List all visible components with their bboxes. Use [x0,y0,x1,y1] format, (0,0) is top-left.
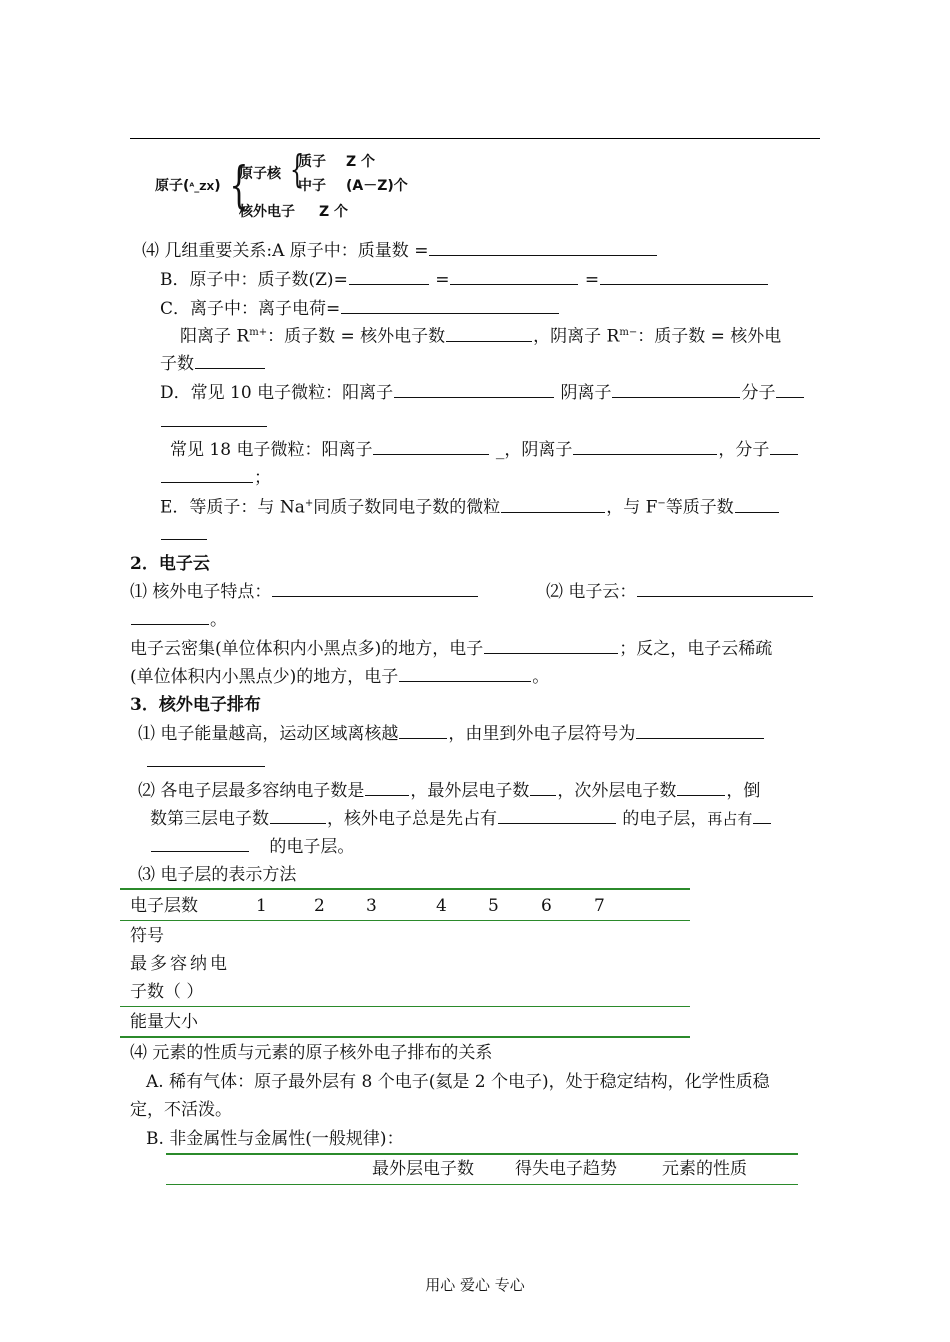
relation-a: ⑷ 几组重要关系:A 原子中：质量数 = [142,243,658,260]
relation-d18-2: ； [160,470,271,487]
table-header-4: 4 [436,896,447,916]
relation-d10-2 [160,414,268,431]
proton-label: 质子 [298,154,326,170]
electron-cloud-def-2: 。 [130,612,227,629]
neutron-count: (A－Z)个 [346,178,408,194]
cloud-dense: 电子云密集(单位体积内小黑点多)的地方，电子 ；反之，电子云稀疏 [130,639,773,659]
section-2-title: 2．电子云 [130,554,210,574]
shell-energy-2 [146,754,266,771]
table-bottom-rule [120,1036,690,1038]
header-rule [130,138,820,139]
nucleus-label: 原子核 [239,166,281,182]
table2-header-property: 元素的性质 [662,1159,747,1179]
relation-e: E．等质子：与 Na+同质子数同电子数的微粒 ，与 F−等质子数 [160,499,780,517]
table-row-max-2: 子数（ ） [130,982,204,1002]
table-row-symbol: 符号 [130,926,164,946]
neutron-label: 中子 [298,178,326,194]
shell-capacity-2: 数第三层电子数 ，核外电子总是先占有 的电子层，再占有 [150,811,772,828]
table-row-energy: 能量大小 [130,1012,198,1032]
table-top-rule [120,888,690,890]
relation-ions: 阳离子 $R^{m+}$：质子数 = 核外电子数 ，阴离子 $R^{m-}$：质子数 = 核外电 [180,326,782,347]
table-row-max: 最多容纳电 [130,954,230,974]
inner-brace-icon: { [289,147,305,191]
relation-d10: D．常见 10 电子微粒：阳离子 阴离子 分子 [160,385,805,402]
atom-label: 原子(ᴬ_ZX) [155,178,221,194]
relation-d18: 常见 18 电子微粒：阳离子 _，阴离子 ，分子 [170,442,799,459]
table2-header-outer-electrons: 最外层电子数 [372,1159,474,1179]
table2-top-rule [166,1153,798,1155]
table2-header-rule [166,1184,798,1185]
outer-brace-icon: { [229,156,249,214]
section-3-title: 3．核外电子排布 [130,695,261,715]
relation-c: C．离子中：离子电荷= [160,301,560,318]
table-header-2: 2 [314,896,325,916]
proton-count: Z 个 [346,154,376,170]
noble-gas-1: A. 稀有气体：原子最外层有 8 个电子(氦是 2 个电子)，处于稳定结构，化学性质稳 [146,1072,770,1092]
relation-b: B．原子中：质子数(Z)= = = [160,272,769,289]
table-header-rule [120,920,690,921]
table-header-1: 1 [256,896,267,916]
relation-e-2 [160,527,208,544]
electron-cloud-def: ⑵ 电子云： [546,584,814,601]
relation-ions-2: 子数 [160,356,266,373]
table-header-label: 电子层数 [130,896,198,916]
noble-gas-2: 定，不活泼。 [130,1100,232,1120]
table-header-7: 7 [594,896,605,916]
electron-count: Z 个 [319,204,349,220]
table-header-6: 6 [541,896,552,916]
electron-label: 核外电子 [239,204,295,220]
shell-notation-title: ⑶ 电子层的表示方法 [138,865,297,885]
table-header-5: 5 [488,896,499,916]
property-title: ⑷ 元素的性质与元素的原子核外电子排布的关系 [130,1043,493,1063]
shell-capacity: ⑵ 各电子层最多容纳电子数是 ，最外层电子数 ，次外层电子数 ，倒 [138,781,761,801]
table-header-3: 3 [366,896,377,916]
page-footer: 用心 爱心 专心 [425,1276,525,1294]
table-row-rule [120,1006,690,1007]
table2-header-tendency: 得失电子趋势 [515,1159,617,1179]
shell-capacity-3: 的电子层。 [150,839,354,856]
shell-energy: ⑴ 电子能量越高，运动区域离核越 ，由里到外电子层符号为 [138,726,765,743]
metal-nonmetal-title: B. 非金属性与金属性(一般规律)： [146,1129,404,1149]
cloud-sparse: (单位体积内小黑点少)的地方，电子 。 [130,667,550,687]
electron-feature: ⑴ 核外电子特点： [130,584,479,601]
